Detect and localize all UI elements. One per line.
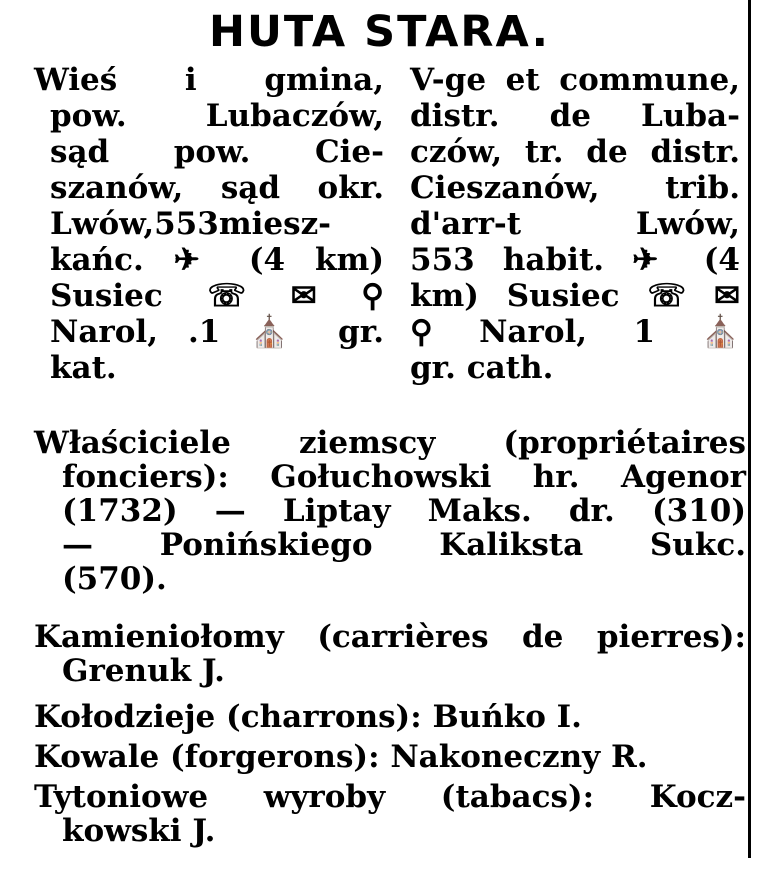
right-line-7: km) Susiec ☏ ✉ [410,278,740,314]
left-line-3: sąd pow. Cie- [50,134,384,170]
left-line-9: kat. [50,350,117,386]
section-quarries [34,620,746,688]
left-line-8: Narol, .1 ⛪ gr. [50,314,384,350]
right-column-french [410,62,740,386]
left-line-5: Lwów,553miesz- [50,206,332,242]
right-line-1: V-ge et commune, [410,62,740,98]
right-line-9: gr. cath. [410,350,554,386]
section-wheelwrights [34,700,746,734]
right-line-4: Cieszanów, trib. [410,170,740,206]
left-line-7: Susiec ☏ ✉ ⚲ [50,278,384,314]
tobacco-line-1: Tytoniowe wyroby (tabacs): Kocz- [34,779,746,815]
right-line-5: d'arr-t Lwów, [410,206,740,242]
section-landowners [34,426,746,596]
left-line-4: szanów, sąd okr. [50,170,384,206]
right-line-6: 553 habit. ✈ (4 [410,242,740,278]
left-line-1: Wieś i gmina, [34,62,384,98]
landowners-line-4: — Ponińskiego Kaliksta Sukc. [62,527,746,563]
landowners-line-1: Właściciele ziemscy (propriétaires [34,425,746,461]
left-column-polish [34,62,384,386]
tobacco-line-2: kowski J. [62,813,216,849]
left-line-6: kańc. ✈ (4 km) [50,242,384,278]
right-line-2: distr. de Luba- [410,98,740,134]
section-tobacco [34,780,746,848]
quarries-line-2: Grenuk J. [62,653,225,689]
landowners-line-5: (570). [62,561,167,597]
page-title: HUTA STARA. [209,7,550,57]
left-line-2: pow. Lubaczów, [50,98,384,134]
right-line-3: czów, tr. de distr. [410,134,740,170]
right-line-8: ⚲ Narol, 1 ⛪ [410,314,740,350]
column-rule [748,0,751,858]
quarries-line-1: Kamieniołomy (carrières de pierres): [34,619,746,655]
section-blacksmiths [34,740,746,774]
wheelwrights-line-1: Kołodzieje (charrons): Buńko I. [34,699,582,735]
landowners-line-3: (1732) — Liptay Maks. dr. (310) [62,493,746,529]
landowners-line-2: fonciers): Gołuchowski hr. Agenor [62,459,746,495]
blacksmiths-line-1: Kowale (forgerons): Nakoneczny R. [34,739,648,775]
